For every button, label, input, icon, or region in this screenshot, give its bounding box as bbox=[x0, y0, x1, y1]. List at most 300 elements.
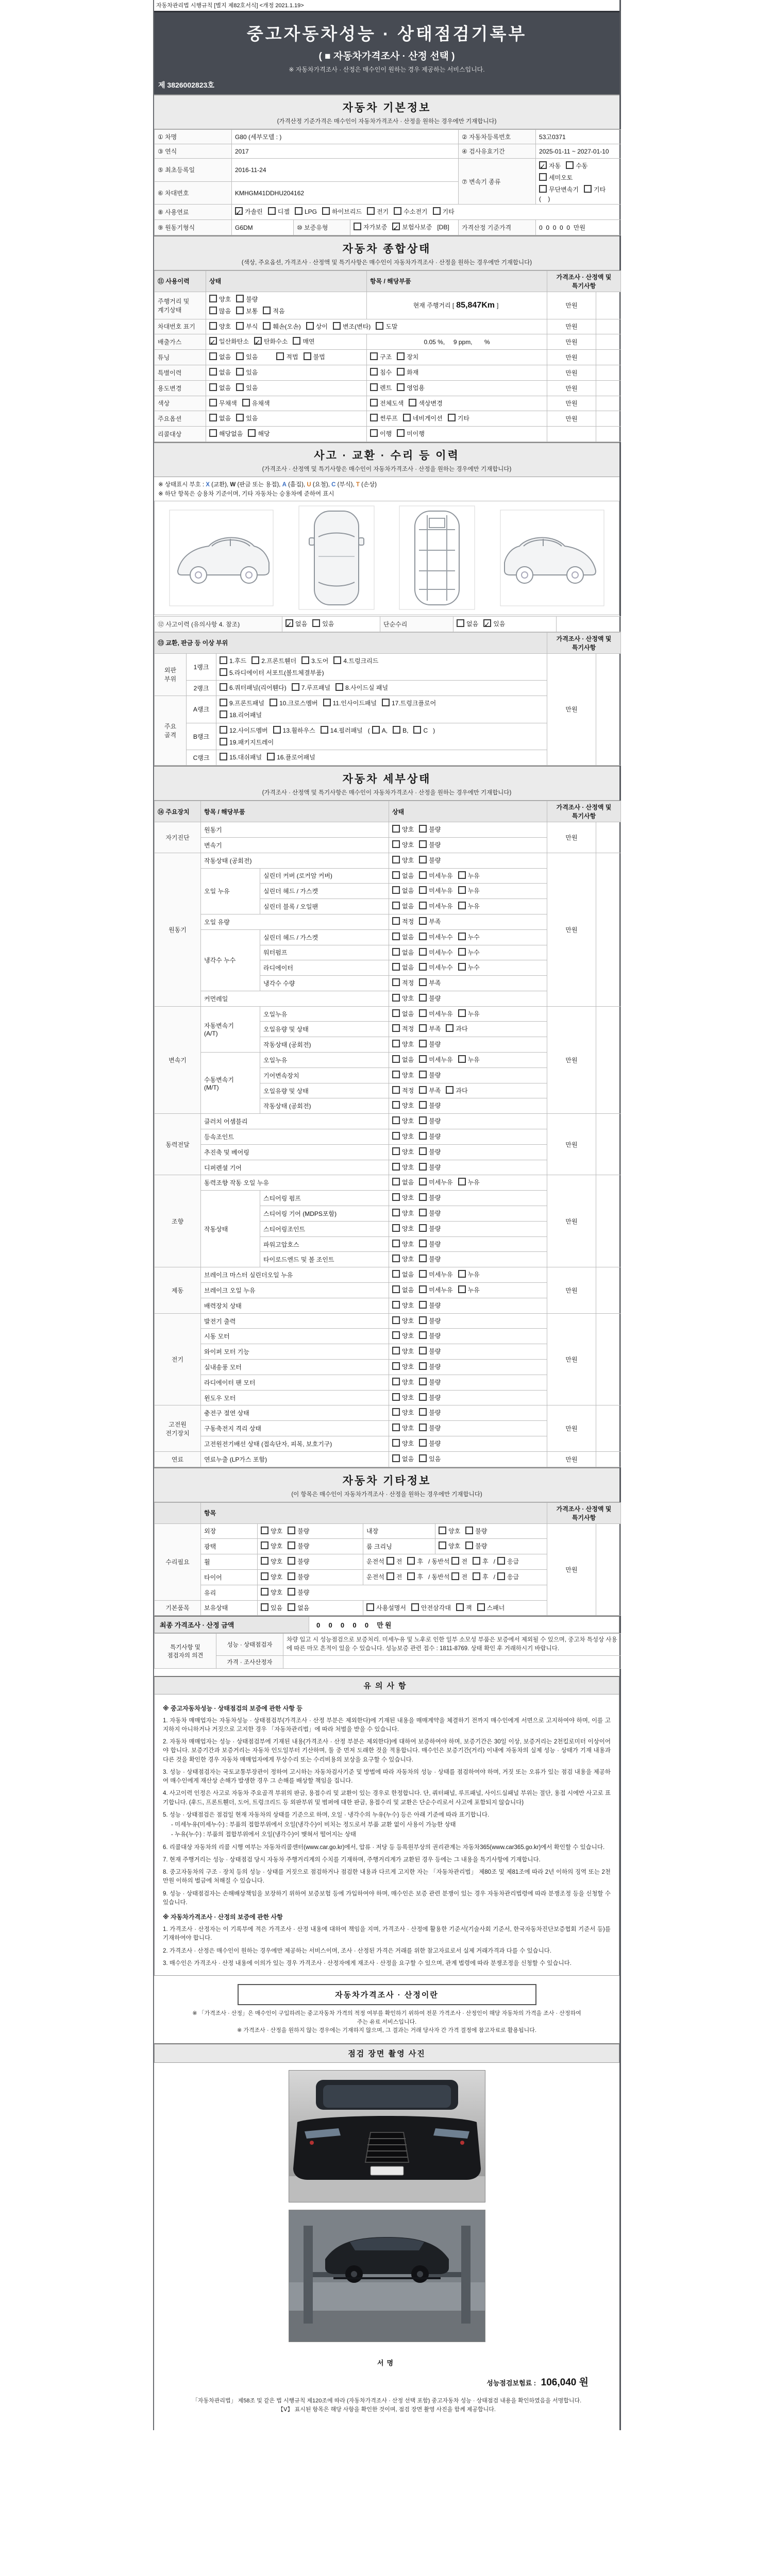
checked-checkbox-icon[interactable] bbox=[539, 161, 547, 169]
unchecked-checkbox-icon[interactable] bbox=[376, 322, 383, 330]
unchecked-checkbox-icon[interactable] bbox=[392, 825, 400, 833]
checkbox-option[interactable] bbox=[261, 1558, 282, 1565]
checkbox-option[interactable] bbox=[392, 1440, 414, 1447]
unchecked-checkbox-icon[interactable] bbox=[392, 856, 400, 863]
unchecked-checkbox-icon[interactable] bbox=[439, 1527, 446, 1534]
checkbox-option[interactable] bbox=[392, 1241, 414, 1248]
unchecked-checkbox-icon[interactable] bbox=[261, 1603, 268, 1611]
checkbox-option[interactable] bbox=[321, 727, 363, 734]
unchecked-checkbox-icon[interactable] bbox=[419, 1224, 427, 1232]
checkbox-option[interactable] bbox=[397, 353, 418, 361]
checkbox-option[interactable] bbox=[392, 887, 414, 894]
unchecked-checkbox-icon[interactable] bbox=[392, 1055, 400, 1063]
unchecked-checkbox-icon[interactable] bbox=[392, 1454, 400, 1462]
checkbox-option[interactable] bbox=[392, 1302, 414, 1309]
checkbox-option[interactable] bbox=[392, 995, 414, 1002]
unchecked-checkbox-icon[interactable] bbox=[392, 1163, 400, 1171]
unchecked-checkbox-icon[interactable] bbox=[392, 1240, 400, 1247]
checkbox-option[interactable] bbox=[458, 903, 480, 910]
checkbox-option[interactable] bbox=[209, 338, 249, 345]
checkbox-option[interactable] bbox=[392, 1194, 414, 1201]
unchecked-checkbox-icon[interactable] bbox=[312, 619, 320, 627]
unchecked-checkbox-icon[interactable] bbox=[242, 399, 250, 406]
unchecked-checkbox-icon[interactable] bbox=[209, 399, 217, 406]
checkbox-option[interactable] bbox=[419, 1225, 441, 1232]
checkbox-option[interactable] bbox=[392, 934, 414, 941]
checkbox-option[interactable] bbox=[392, 1010, 414, 1018]
checkbox-option[interactable] bbox=[419, 1455, 441, 1463]
unchecked-checkbox-icon[interactable] bbox=[306, 322, 314, 330]
unchecked-checkbox-icon[interactable] bbox=[392, 1193, 400, 1201]
unchecked-checkbox-icon[interactable] bbox=[370, 352, 378, 360]
checkbox-option[interactable] bbox=[458, 949, 480, 956]
checkbox-option[interactable] bbox=[293, 338, 314, 345]
checkbox-option[interactable] bbox=[392, 1164, 414, 1171]
unchecked-checkbox-icon[interactable] bbox=[419, 1193, 427, 1201]
unchecked-checkbox-icon[interactable] bbox=[263, 322, 271, 330]
checkbox-option[interactable] bbox=[456, 1604, 472, 1612]
unchecked-checkbox-icon[interactable] bbox=[392, 1009, 400, 1017]
unchecked-checkbox-icon[interactable] bbox=[333, 322, 341, 330]
unchecked-checkbox-icon[interactable] bbox=[539, 185, 547, 193]
checkbox-option[interactable] bbox=[419, 1379, 441, 1386]
unchecked-checkbox-icon[interactable] bbox=[419, 1009, 427, 1017]
unchecked-checkbox-icon[interactable] bbox=[566, 161, 574, 169]
checkbox-option[interactable] bbox=[419, 1117, 441, 1125]
unchecked-checkbox-icon[interactable] bbox=[393, 726, 400, 734]
checkbox-option[interactable] bbox=[261, 1589, 282, 1596]
unchecked-checkbox-icon[interactable] bbox=[439, 1541, 446, 1549]
unchecked-checkbox-icon[interactable] bbox=[220, 753, 227, 760]
unchecked-checkbox-icon[interactable] bbox=[419, 963, 427, 971]
checkbox-option[interactable] bbox=[261, 1528, 282, 1535]
unchecked-checkbox-icon[interactable] bbox=[392, 1316, 400, 1324]
checkbox-option[interactable] bbox=[451, 1558, 467, 1565]
checkbox-option[interactable] bbox=[235, 208, 263, 215]
checkbox-option[interactable] bbox=[419, 1286, 452, 1294]
unchecked-checkbox-icon[interactable] bbox=[288, 1557, 295, 1565]
checkbox-option[interactable] bbox=[333, 323, 371, 330]
checkbox-option[interactable] bbox=[209, 384, 231, 392]
checkbox-option[interactable] bbox=[439, 1528, 460, 1535]
unchecked-checkbox-icon[interactable] bbox=[301, 656, 309, 664]
checkbox-option[interactable] bbox=[446, 1025, 467, 1032]
unchecked-checkbox-icon[interactable] bbox=[366, 1603, 374, 1611]
unchecked-checkbox-icon[interactable] bbox=[392, 1178, 400, 1185]
checkbox-option[interactable] bbox=[323, 700, 377, 707]
checkbox-option[interactable] bbox=[220, 669, 324, 676]
unchecked-checkbox-icon[interactable] bbox=[458, 1009, 466, 1017]
checkbox-option[interactable] bbox=[261, 1543, 282, 1550]
checkbox-option[interactable] bbox=[392, 1394, 414, 1401]
checkbox-option[interactable] bbox=[419, 1210, 441, 1217]
unchecked-checkbox-icon[interactable] bbox=[392, 994, 400, 1002]
unchecked-checkbox-icon[interactable] bbox=[419, 1423, 427, 1431]
checkbox-option[interactable] bbox=[392, 1317, 414, 1325]
unchecked-checkbox-icon[interactable] bbox=[261, 1572, 268, 1580]
unchecked-checkbox-icon[interactable] bbox=[473, 1572, 480, 1580]
unchecked-checkbox-icon[interactable] bbox=[288, 1588, 295, 1596]
checkbox-option[interactable] bbox=[419, 1056, 452, 1063]
checkbox-option[interactable] bbox=[209, 323, 231, 330]
unchecked-checkbox-icon[interactable] bbox=[392, 978, 400, 986]
unchecked-checkbox-icon[interactable] bbox=[419, 1270, 427, 1278]
checkbox-option[interactable] bbox=[419, 1148, 441, 1156]
checkbox-option[interactable] bbox=[392, 1087, 414, 1094]
unchecked-checkbox-icon[interactable] bbox=[419, 871, 427, 879]
unchecked-checkbox-icon[interactable] bbox=[392, 1209, 400, 1216]
checkbox-option[interactable] bbox=[392, 1425, 414, 1432]
unchecked-checkbox-icon[interactable] bbox=[419, 1347, 427, 1354]
unchecked-checkbox-icon[interactable] bbox=[473, 1557, 480, 1565]
checkbox-option[interactable] bbox=[209, 296, 231, 303]
checkbox-option[interactable] bbox=[220, 700, 264, 707]
checkbox-option[interactable] bbox=[458, 887, 480, 894]
checkbox-option[interactable] bbox=[419, 1348, 441, 1355]
unchecked-checkbox-icon[interactable] bbox=[386, 1557, 394, 1565]
checkbox-option[interactable] bbox=[288, 1543, 309, 1550]
unchecked-checkbox-icon[interactable] bbox=[261, 1541, 268, 1549]
checkbox-option[interactable] bbox=[392, 1056, 414, 1063]
unchecked-checkbox-icon[interactable] bbox=[497, 1572, 505, 1580]
checkbox-option[interactable] bbox=[392, 1117, 414, 1125]
checkbox-option[interactable] bbox=[419, 995, 441, 1002]
checkbox-option[interactable] bbox=[270, 700, 318, 707]
unchecked-checkbox-icon[interactable] bbox=[448, 414, 456, 421]
unchecked-checkbox-icon[interactable] bbox=[411, 1603, 419, 1611]
checkbox-option[interactable] bbox=[392, 1455, 414, 1463]
checkbox-option[interactable] bbox=[419, 964, 452, 971]
checkbox-option[interactable] bbox=[304, 353, 325, 361]
unchecked-checkbox-icon[interactable] bbox=[419, 1101, 427, 1109]
checkbox-option[interactable] bbox=[288, 1573, 309, 1581]
unchecked-checkbox-icon[interactable] bbox=[419, 978, 427, 986]
checkbox-option[interactable] bbox=[403, 415, 443, 422]
unchecked-checkbox-icon[interactable] bbox=[392, 1408, 400, 1416]
checkbox-option[interactable] bbox=[333, 657, 378, 665]
unchecked-checkbox-icon[interactable] bbox=[419, 1240, 427, 1247]
unchecked-checkbox-icon[interactable] bbox=[419, 1055, 427, 1063]
checkbox-option[interactable] bbox=[458, 872, 480, 879]
checkbox-option[interactable] bbox=[458, 1271, 480, 1278]
checkbox-option[interactable] bbox=[236, 323, 258, 330]
checkbox-option[interactable] bbox=[497, 1558, 519, 1565]
checkbox-option[interactable] bbox=[392, 1133, 414, 1140]
checkbox-option[interactable] bbox=[458, 1179, 480, 1186]
checkbox-option[interactable] bbox=[220, 727, 268, 734]
checkbox-option[interactable] bbox=[465, 1528, 487, 1535]
unchecked-checkbox-icon[interactable] bbox=[392, 1086, 400, 1094]
checkbox-option[interactable] bbox=[394, 208, 427, 215]
checkbox-option[interactable] bbox=[419, 1025, 441, 1032]
checkbox-option[interactable] bbox=[419, 1317, 441, 1325]
checkbox-option[interactable] bbox=[392, 826, 414, 833]
unchecked-checkbox-icon[interactable] bbox=[392, 1147, 400, 1155]
unchecked-checkbox-icon[interactable] bbox=[392, 917, 400, 925]
checked-checkbox-icon[interactable] bbox=[483, 619, 491, 627]
checkbox-option[interactable] bbox=[419, 1072, 441, 1079]
checkbox-option[interactable] bbox=[220, 657, 246, 665]
unchecked-checkbox-icon[interactable] bbox=[419, 1393, 427, 1401]
checkbox-option[interactable] bbox=[354, 224, 387, 231]
unchecked-checkbox-icon[interactable] bbox=[419, 825, 427, 833]
checkbox-option[interactable] bbox=[392, 1210, 414, 1217]
checkbox-option[interactable] bbox=[392, 949, 414, 956]
unchecked-checkbox-icon[interactable] bbox=[458, 1285, 466, 1293]
checkbox-option[interactable] bbox=[419, 826, 441, 833]
unchecked-checkbox-icon[interactable] bbox=[293, 337, 300, 345]
unchecked-checkbox-icon[interactable] bbox=[295, 207, 303, 215]
checkbox-option[interactable] bbox=[288, 1558, 309, 1565]
unchecked-checkbox-icon[interactable] bbox=[273, 726, 281, 734]
checkbox-option[interactable] bbox=[288, 1604, 309, 1612]
checkbox-option[interactable] bbox=[477, 1604, 505, 1612]
checkbox-option[interactable] bbox=[209, 353, 231, 361]
unchecked-checkbox-icon[interactable] bbox=[465, 1527, 473, 1534]
unchecked-checkbox-icon[interactable] bbox=[419, 1331, 427, 1339]
unchecked-checkbox-icon[interactable] bbox=[261, 1557, 268, 1565]
unchecked-checkbox-icon[interactable] bbox=[397, 383, 405, 391]
checkbox-option[interactable] bbox=[392, 1332, 414, 1340]
checkbox-option[interactable] bbox=[263, 308, 284, 315]
unchecked-checkbox-icon[interactable] bbox=[392, 1362, 400, 1370]
unchecked-checkbox-icon[interactable] bbox=[263, 307, 271, 314]
checkbox-option[interactable] bbox=[220, 684, 287, 691]
unchecked-checkbox-icon[interactable] bbox=[236, 322, 244, 330]
checkbox-option[interactable] bbox=[465, 1543, 487, 1550]
unchecked-checkbox-icon[interactable] bbox=[268, 207, 276, 215]
unchecked-checkbox-icon[interactable] bbox=[392, 1331, 400, 1339]
checkbox-option[interactable] bbox=[268, 208, 290, 215]
checkbox-option[interactable] bbox=[392, 857, 414, 864]
unchecked-checkbox-icon[interactable] bbox=[382, 699, 390, 706]
checkbox-option[interactable] bbox=[366, 1604, 406, 1612]
unchecked-checkbox-icon[interactable] bbox=[539, 173, 547, 181]
checkbox-option[interactable] bbox=[209, 400, 237, 407]
checkbox-option[interactable] bbox=[539, 174, 573, 181]
checkbox-option[interactable] bbox=[411, 1604, 451, 1612]
unchecked-checkbox-icon[interactable] bbox=[386, 1572, 394, 1580]
unchecked-checkbox-icon[interactable] bbox=[323, 699, 331, 706]
checkbox-option[interactable] bbox=[242, 400, 270, 407]
checkbox-option[interactable] bbox=[306, 323, 328, 330]
checkbox-option[interactable] bbox=[419, 979, 441, 987]
checkbox-option[interactable] bbox=[220, 711, 262, 719]
unchecked-checkbox-icon[interactable] bbox=[392, 871, 400, 879]
unchecked-checkbox-icon[interactable] bbox=[446, 1086, 453, 1094]
unchecked-checkbox-icon[interactable] bbox=[419, 1040, 427, 1047]
unchecked-checkbox-icon[interactable] bbox=[584, 185, 592, 193]
checkbox-option[interactable] bbox=[292, 684, 330, 691]
checkbox-option[interactable] bbox=[370, 415, 398, 422]
unchecked-checkbox-icon[interactable] bbox=[413, 726, 421, 734]
unchecked-checkbox-icon[interactable] bbox=[419, 1147, 427, 1155]
unchecked-checkbox-icon[interactable] bbox=[270, 699, 277, 706]
checkbox-option[interactable] bbox=[288, 1528, 309, 1535]
unchecked-checkbox-icon[interactable] bbox=[372, 726, 380, 734]
unchecked-checkbox-icon[interactable] bbox=[392, 1024, 400, 1032]
unchecked-checkbox-icon[interactable] bbox=[220, 710, 227, 718]
unchecked-checkbox-icon[interactable] bbox=[251, 656, 259, 664]
unchecked-checkbox-icon[interactable] bbox=[392, 948, 400, 956]
unchecked-checkbox-icon[interactable] bbox=[392, 1224, 400, 1232]
unchecked-checkbox-icon[interactable] bbox=[458, 948, 466, 956]
unchecked-checkbox-icon[interactable] bbox=[288, 1541, 295, 1549]
unchecked-checkbox-icon[interactable] bbox=[392, 1116, 400, 1124]
unchecked-checkbox-icon[interactable] bbox=[419, 933, 427, 940]
unchecked-checkbox-icon[interactable] bbox=[392, 963, 400, 971]
checkbox-option[interactable] bbox=[407, 1573, 423, 1581]
checkbox-option[interactable] bbox=[295, 208, 317, 215]
unchecked-checkbox-icon[interactable] bbox=[419, 1163, 427, 1171]
unchecked-checkbox-icon[interactable] bbox=[392, 902, 400, 909]
checkbox-option[interactable] bbox=[392, 1179, 414, 1186]
unchecked-checkbox-icon[interactable] bbox=[392, 1393, 400, 1401]
checkbox-option[interactable] bbox=[236, 296, 258, 303]
unchecked-checkbox-icon[interactable] bbox=[419, 948, 427, 956]
unchecked-checkbox-icon[interactable] bbox=[220, 656, 227, 664]
unchecked-checkbox-icon[interactable] bbox=[335, 683, 343, 691]
checkbox-option[interactable] bbox=[392, 1379, 414, 1386]
checkbox-option[interactable] bbox=[458, 934, 480, 941]
unchecked-checkbox-icon[interactable] bbox=[292, 683, 299, 691]
checkbox-option[interactable] bbox=[419, 1256, 441, 1263]
unchecked-checkbox-icon[interactable] bbox=[392, 933, 400, 940]
checkbox-option[interactable] bbox=[392, 979, 414, 987]
checkbox-option[interactable] bbox=[392, 1409, 414, 1416]
unchecked-checkbox-icon[interactable] bbox=[392, 1423, 400, 1431]
checkbox-option[interactable] bbox=[419, 1087, 441, 1094]
checkbox-option[interactable] bbox=[288, 1589, 309, 1596]
checkbox-option[interactable] bbox=[285, 620, 307, 628]
unchecked-checkbox-icon[interactable] bbox=[407, 1572, 415, 1580]
checkbox-option[interactable] bbox=[392, 1363, 414, 1370]
checkbox-option[interactable] bbox=[370, 384, 392, 392]
checkbox-option[interactable] bbox=[236, 308, 258, 315]
checkbox-option[interactable] bbox=[413, 727, 428, 734]
unchecked-checkbox-icon[interactable] bbox=[392, 1347, 400, 1354]
checkbox-option[interactable] bbox=[439, 1543, 460, 1550]
unchecked-checkbox-icon[interactable] bbox=[261, 1527, 268, 1534]
checkbox-option[interactable] bbox=[419, 872, 452, 879]
unchecked-checkbox-icon[interactable] bbox=[419, 1362, 427, 1370]
checkbox-option[interactable] bbox=[473, 1558, 489, 1565]
unchecked-checkbox-icon[interactable] bbox=[209, 307, 217, 314]
checkbox-option[interactable] bbox=[458, 1286, 480, 1294]
checkbox-option[interactable] bbox=[458, 964, 480, 971]
checkbox-option[interactable] bbox=[236, 384, 258, 392]
unchecked-checkbox-icon[interactable] bbox=[407, 1557, 415, 1565]
checkbox-option[interactable] bbox=[254, 338, 288, 345]
checkbox-option[interactable] bbox=[376, 323, 397, 330]
unchecked-checkbox-icon[interactable] bbox=[465, 1541, 473, 1549]
checkbox-option[interactable] bbox=[392, 1271, 414, 1278]
checkbox-option[interactable] bbox=[322, 208, 362, 215]
unchecked-checkbox-icon[interactable] bbox=[458, 871, 466, 879]
unchecked-checkbox-icon[interactable] bbox=[370, 414, 378, 421]
unchecked-checkbox-icon[interactable] bbox=[236, 414, 244, 421]
checkbox-option[interactable] bbox=[261, 1573, 282, 1581]
checkbox-option[interactable] bbox=[248, 430, 270, 437]
checkbox-option[interactable] bbox=[539, 162, 561, 170]
signature-label[interactable]: 서명 bbox=[377, 2359, 397, 2367]
unchecked-checkbox-icon[interactable] bbox=[397, 352, 405, 360]
checkbox-option[interactable] bbox=[392, 1348, 414, 1355]
unchecked-checkbox-icon[interactable] bbox=[397, 429, 405, 437]
unchecked-checkbox-icon[interactable] bbox=[394, 207, 401, 215]
checkbox-option[interactable] bbox=[209, 430, 243, 437]
checked-checkbox-icon[interactable] bbox=[209, 337, 217, 345]
checkbox-option[interactable] bbox=[458, 1010, 480, 1018]
checkbox-option[interactable] bbox=[419, 934, 452, 941]
unchecked-checkbox-icon[interactable] bbox=[392, 1101, 400, 1109]
checkbox-option[interactable] bbox=[392, 872, 414, 879]
unchecked-checkbox-icon[interactable] bbox=[433, 207, 441, 215]
checkbox-option[interactable] bbox=[419, 1194, 441, 1201]
checkbox-option[interactable] bbox=[267, 754, 315, 761]
checkbox-option[interactable] bbox=[451, 1573, 467, 1581]
checkbox-option[interactable] bbox=[419, 949, 452, 956]
checkbox-option[interactable] bbox=[370, 353, 392, 361]
checkbox-option[interactable] bbox=[458, 1056, 480, 1063]
unchecked-checkbox-icon[interactable] bbox=[397, 368, 405, 376]
checkbox-option[interactable] bbox=[419, 887, 452, 894]
unchecked-checkbox-icon[interactable] bbox=[392, 1439, 400, 1447]
checkbox-option[interactable] bbox=[392, 964, 414, 971]
checkbox-option[interactable] bbox=[419, 1332, 441, 1340]
checkbox-option[interactable] bbox=[392, 224, 432, 231]
unchecked-checkbox-icon[interactable] bbox=[276, 352, 284, 360]
checkbox-option[interactable] bbox=[419, 1394, 441, 1401]
unchecked-checkbox-icon[interactable] bbox=[419, 1209, 427, 1216]
checkbox-option[interactable] bbox=[409, 400, 442, 407]
unchecked-checkbox-icon[interactable] bbox=[367, 207, 375, 215]
unchecked-checkbox-icon[interactable] bbox=[209, 295, 217, 302]
unchecked-checkbox-icon[interactable] bbox=[419, 902, 427, 909]
unchecked-checkbox-icon[interactable] bbox=[370, 383, 378, 391]
unchecked-checkbox-icon[interactable] bbox=[458, 1178, 466, 1185]
unchecked-checkbox-icon[interactable] bbox=[419, 840, 427, 848]
checkbox-option[interactable] bbox=[397, 384, 425, 392]
unchecked-checkbox-icon[interactable] bbox=[458, 1055, 466, 1063]
unchecked-checkbox-icon[interactable] bbox=[236, 307, 244, 314]
unchecked-checkbox-icon[interactable] bbox=[446, 1024, 453, 1032]
checkbox-option[interactable] bbox=[419, 1041, 441, 1048]
checkbox-option[interactable] bbox=[419, 918, 441, 925]
checkbox-option[interactable] bbox=[370, 369, 392, 376]
unchecked-checkbox-icon[interactable] bbox=[409, 399, 416, 406]
checkbox-option[interactable] bbox=[386, 1558, 402, 1565]
unchecked-checkbox-icon[interactable] bbox=[419, 1071, 427, 1078]
unchecked-checkbox-icon[interactable] bbox=[392, 1132, 400, 1140]
unchecked-checkbox-icon[interactable] bbox=[220, 668, 227, 676]
unchecked-checkbox-icon[interactable] bbox=[419, 1178, 427, 1185]
checkbox-option[interactable] bbox=[457, 620, 478, 628]
checkbox-option[interactable] bbox=[370, 430, 392, 437]
unchecked-checkbox-icon[interactable] bbox=[392, 1071, 400, 1078]
checkbox-option[interactable] bbox=[419, 1010, 452, 1018]
unchecked-checkbox-icon[interactable] bbox=[456, 1603, 464, 1611]
checkbox-option[interactable] bbox=[392, 841, 414, 849]
checkbox-option[interactable] bbox=[419, 903, 452, 910]
checkbox-option[interactable] bbox=[386, 1573, 402, 1581]
checked-checkbox-icon[interactable] bbox=[285, 619, 293, 627]
unchecked-checkbox-icon[interactable] bbox=[419, 1439, 427, 1447]
unchecked-checkbox-icon[interactable] bbox=[304, 352, 311, 360]
checkbox-option[interactable] bbox=[251, 657, 296, 665]
unchecked-checkbox-icon[interactable] bbox=[236, 383, 244, 391]
unchecked-checkbox-icon[interactable] bbox=[209, 429, 217, 437]
